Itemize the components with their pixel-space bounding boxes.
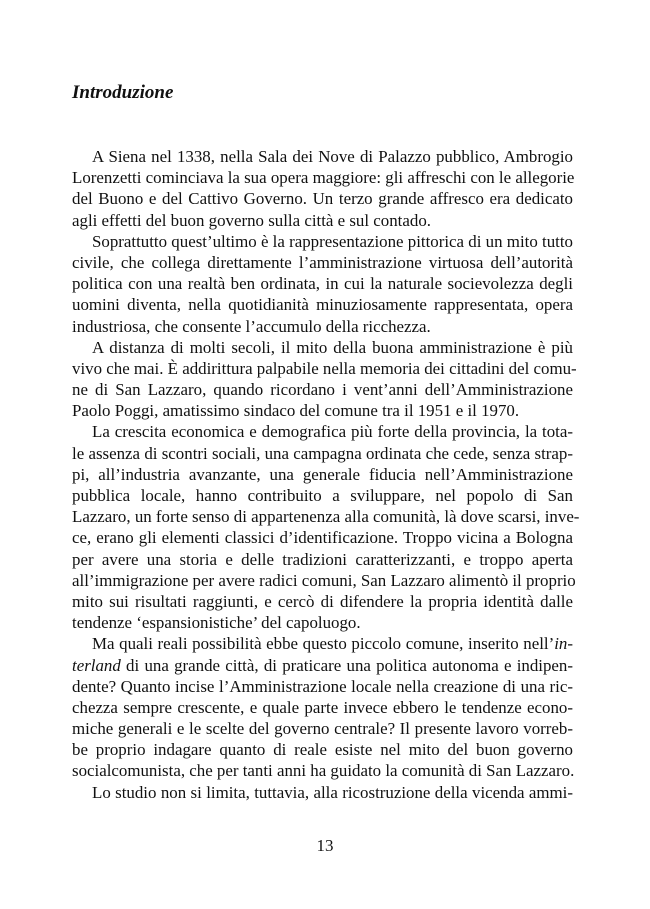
text-line [72, 252, 573, 273]
text-line [72, 760, 573, 781]
text-segment: politica con una realtà ben ordinata, in cui la naturale socievolezza degli [72, 274, 573, 294]
text-segment: Paolo Poggi, amatissimo sindaco del comune tra il 1951 e il 1970. [72, 401, 520, 421]
text-segment: mito sui risultati raggiunti, e cercò di difendere la propria identità dalle [72, 591, 573, 611]
text-segment: pubblica locale, hanno contribuito a sviluppare, nel popolo di San [72, 486, 573, 505]
text-segment: Ma quali reali possibilità ebbe questo piccolo comune, inserito nell’ [92, 634, 555, 654]
text-line [72, 506, 580, 527]
text-segment: dente? Quanto incise l’Amministrazione locale nella creazione di una ric- [72, 676, 573, 696]
text-line [72, 739, 573, 760]
text-segment: industriosa, che consente l’accumulo della ricchezza. [72, 316, 431, 336]
text-line [72, 337, 573, 358]
text-line [72, 231, 573, 252]
text-segment: per avere una storia e delle tradizioni caratterizzanti, e troppo aperta [72, 549, 573, 569]
text-segment: Lorenzetti cominciava la sua opera maggiore: gli affreschi con le allegorie [72, 168, 575, 188]
text-line [72, 718, 573, 739]
text-segment: Lo studio non si limita, tuttavia, alla ricostruzione della vicenda ammi- [92, 782, 573, 802]
text-segment: socialcomunista, che per tanti anni ha guidato la comunità di San Lazzaro. [72, 761, 575, 781]
text-segment: chezza sempre crescente, e quale parte invece ebbero le tendenze econo- [72, 697, 573, 717]
text-line [72, 591, 573, 612]
italic-text: terland [72, 655, 121, 675]
text-line [72, 294, 573, 315]
text-segment: Lazzaro, un forte senso di appartenenza alla comunità, là dove scarsi, inve- [72, 507, 580, 527]
text-line [72, 188, 573, 209]
text-line [72, 549, 573, 570]
body-text [72, 146, 580, 803]
text-line [72, 210, 573, 231]
text-line [72, 400, 573, 421]
text-segment: agli effetti del buon governo sulla città e sul contado. [72, 210, 431, 230]
text-line [72, 697, 573, 718]
text-line [72, 570, 576, 591]
text-segment: all’immigrazione per avere radici comuni, San Lazzaro alimentò il proprio [72, 570, 576, 590]
text-segment: vivo che mai. È addirittura palpabile nella memoria dei cittadini del comu- [72, 358, 577, 378]
page-number: 13 [316, 836, 334, 855]
text-segment: del Buono e del Cattivo Governo. Un terzo grande affresco era dedicato [72, 189, 573, 209]
text-line [72, 464, 573, 485]
text-line [72, 485, 573, 506]
text-segment: La crescita economica e demografica più forte della provincia, la tota- [92, 422, 573, 442]
text-line [72, 633, 573, 654]
text-segment: Soprattutto quest’ultimo è la rappresentazione pittorica di un mito tutto [92, 231, 573, 251]
text-segment: ne di San Lazzaro, quando ricordano i vent’anni dell’Amministrazione [72, 380, 573, 400]
text-segment: ce, erano gli elementi classici d’identificazione. Troppo vicina a Bologna [72, 528, 573, 548]
text-line [72, 273, 573, 294]
text-segment: miche generali e le scelte del governo centrale? Il presente lavoro vorreb- [72, 719, 573, 739]
text-line [72, 379, 573, 400]
italic-text: in- [554, 634, 573, 654]
text-line [72, 676, 573, 697]
text-segment: civile, che collega direttamente l’amministrazione virtuosa dell’autorità [72, 252, 573, 272]
text-line [72, 146, 573, 167]
text-line [72, 421, 573, 442]
chapter-title: Introduzione [72, 82, 174, 103]
text-line [72, 655, 573, 676]
text-segment: A distanza di molti secoli, il mito della buona amministrazione è più [92, 337, 573, 357]
text-segment: uomini diventa, nella quotidianità minuziosamente rappresentata, opera [72, 295, 573, 315]
text-segment: di una grande città, di praticare una politica autonoma e indipen- [120, 655, 573, 675]
text-line [72, 443, 573, 464]
text-line [72, 167, 573, 188]
text-segment: le assenza di scontri sociali, una campagna ordinata che cede, senza strap- [72, 443, 573, 463]
text-line [72, 316, 573, 337]
text-segment: pi, all’industria avanzante, una generale fiducia nell’Amministrazione [72, 464, 573, 484]
text-line [72, 527, 573, 548]
text-line [72, 782, 573, 803]
text-line [72, 612, 573, 633]
text-segment: tendenze ‘espansionistiche’ del capoluogo. [72, 613, 361, 633]
text-line [72, 358, 577, 379]
text-segment: be proprio indagare quanto di reale esiste nel mito del buon governo [72, 740, 573, 760]
text-segment: A Siena nel 1338, nella Sala dei Nove di Palazzo pubblico, Ambrogio [92, 147, 573, 166]
